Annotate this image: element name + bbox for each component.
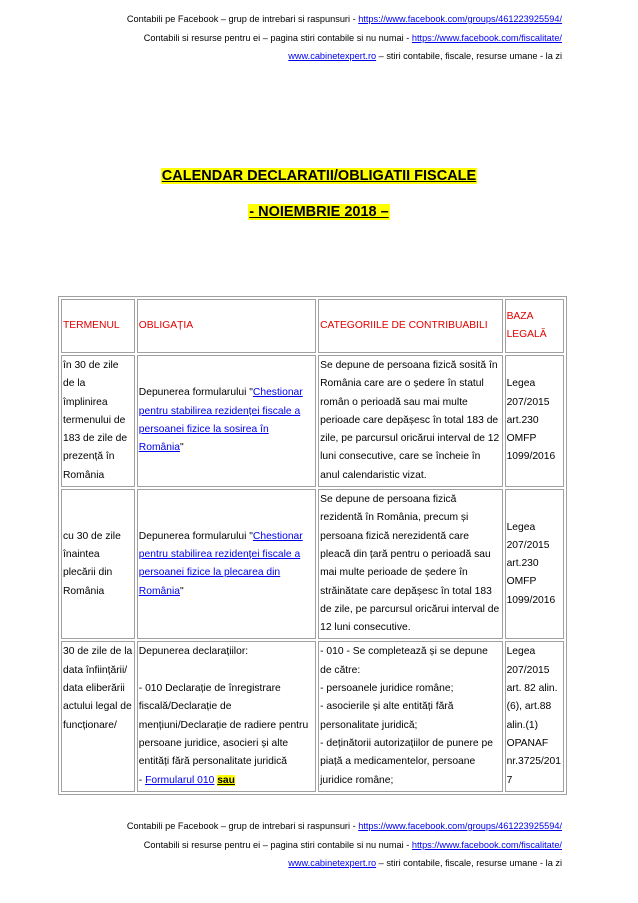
cell-obligatie: Depunerea formularului "Chestionar pentru stabilirea rezidenței fiscale a persoanei fizice la plecarea din România" [137,489,316,639]
table-row [61,489,564,639]
cell-obligatie: Depunerea declarațiilor: - 010 Declarație de înregistrare fiscală/Declarație de mențiuni/Declarație de radiere pentru persoane juridice, asocieri și alte entități fără personalitate juridică - Formularul 010 sau [137,641,316,791]
table-row [61,355,564,487]
page-footer [127,817,562,873]
cell-termen: în 30 de zile de la împlinirea termenului de 183 de zile de prezență în România [61,355,135,487]
header-categorii: CATEGORIILE DE CONTRIBUABILI [318,299,502,353]
cell-baza-legala: Legea 207/2015 art. 82 alin.(6), art.88 alin.(1) OPANAF nr.3725/2017 [505,641,564,791]
cell-termen: 30 de zile de la data înființării/ data eliberării actului legal de funcționare/ [61,641,135,791]
fiscal-calendar-table [58,296,567,795]
sau-label: sau [217,774,235,786]
facebook-group-link[interactable]: https://www.facebook.com/groups/461223925594/ [358,821,562,831]
document-title: CALENDAR DECLARATII/OBLIGATII FISCALE [161,168,477,184]
facebook-group-link[interactable]: https://www.facebook.com/groups/461223925594/ [358,14,562,24]
page-header [127,10,562,66]
footer-line-1: Contabili pe Facebook – grup de intrebari si raspunsuri - https://www.facebook.com/groups/461223925594/ [126,821,562,831]
chestionar-plecare-link[interactable]: Chestionar pentru stabilirea rezidenței fiscale a persoanei fizice la plecarea din România [138,530,303,597]
cell-categorii: - 010 - Se completează și se depune de către: - persoanele juridice române; - asocierile și alte entități fără personalitate juridică; - deținătorii autorizațiilor de punere pe piață a medicamentelor, persoane juridice române; [318,641,502,791]
header-line-3: www.cabinetexpert.ro – stiri contabile, fiscale, resurse umane - la zi [288,51,562,61]
cell-categorii: Se depune de persoana fizică sosită în România care are o ședere în statul român o perioadă sau mai multe perioade care depășesc în total 183 de zile, pe parcursul oricărui interval de 12 luni consecutive, care se încheie în anul calendaristic vizat. [318,355,502,487]
cabinetexpert-link[interactable]: www.cabinetexpert.ro [288,858,377,868]
facebook-page-link[interactable]: https://www.facebook.com/fiscalitate/ [411,839,562,850]
table-row [61,641,564,791]
document-subtitle: - NOIEMBRIE 2018 – [249,204,389,220]
cell-baza-legala: Legea 207/2015 art.230 OMFP 1099/2016 [505,355,564,487]
formular-010-link[interactable]: Formularul 010 [145,774,215,786]
footer-line-2: Contabili si resurse pentru ei – pagina stiri contabile si nu numai - https://www.facebook.com/fiscalitate/ [143,839,562,850]
header-obligatia: OBLIGAȚIA [137,299,316,353]
cell-categorii: Se depune de persoana fizică rezidentă în România, precum și persoana fizică nerezidentă care pleacă din țară pentru o perioadă sau mai multe perioade de ședere în străinătate care depășesc în total 183 de zile, pe parcursul oricărui interval de 12 luni consecutive. [318,489,502,639]
header-baza-legala: BAZA LEGALĂ [505,299,564,353]
chestionar-sosire-link[interactable]: Chestionar pentru stabilirea rezidenței fiscale a persoanei fizice la sosirea în România [138,387,303,454]
cell-obligatie: Depunerea formularului "Chestionar pentru stabilirea rezidenței fiscale a persoanei fizice la sosirea în România" [137,355,316,487]
cabinetexpert-link[interactable]: www.cabinetexpert.ro [288,51,377,61]
cell-baza-legala: Legea 207/2015 art.230 OMFP 1099/2016 [505,489,564,639]
header-line-2: Contabili si resurse pentru ei – pagina stiri contabile si nu numai - https://www.facebook.com/fiscalitate/ [143,32,562,43]
header-termenul: TERMENUL [61,299,135,353]
header-line-1: Contabili pe Facebook – grup de intrebari si raspunsuri - https://www.facebook.com/groups/461223925594/ [126,14,562,24]
cell-termen: cu 30 de zile înaintea plecării din România [61,489,135,639]
facebook-page-link[interactable]: https://www.facebook.com/fiscalitate/ [411,32,562,43]
table-header-row [61,299,564,353]
footer-line-3: www.cabinetexpert.ro – stiri contabile, fiscale, resurse umane - la zi [288,858,562,868]
